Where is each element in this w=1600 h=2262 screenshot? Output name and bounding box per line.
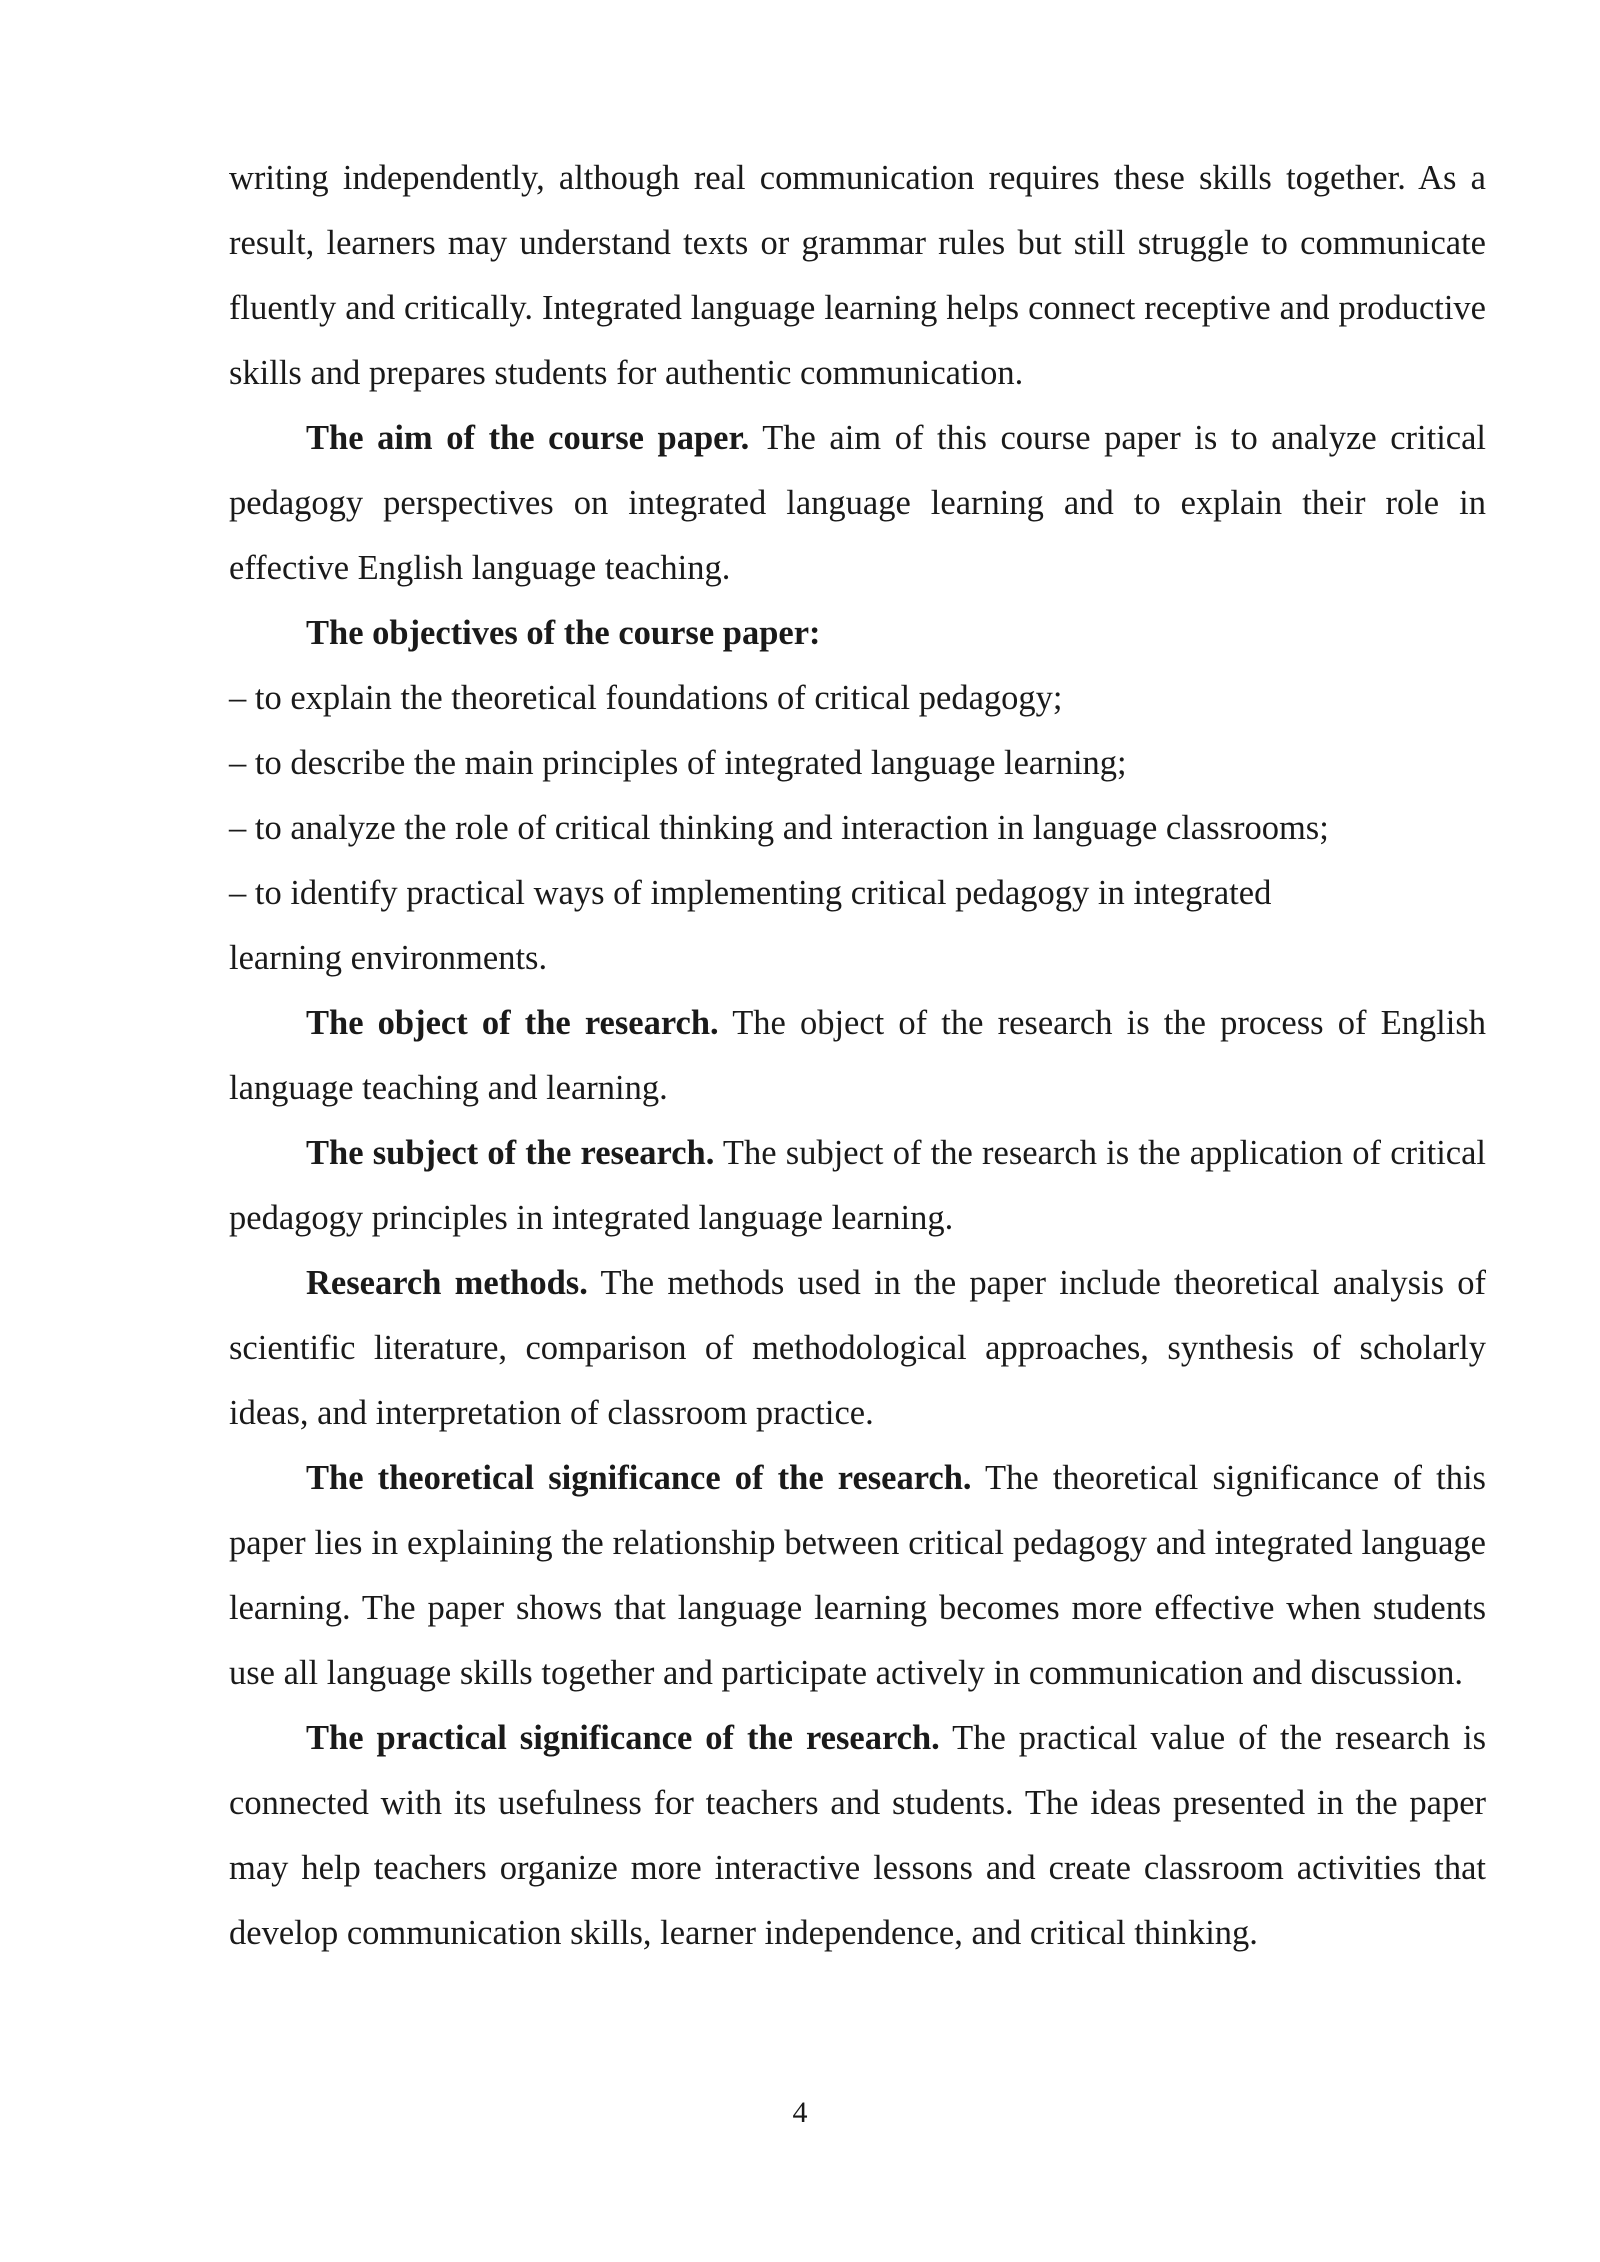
list-item: – to identify practical ways of implementing critical pedagogy in integrated learning environments. [229,874,1272,977]
practical-significance-heading: The practical significance of the research. [306,1719,940,1757]
list-item: – to explain the theoretical foundations of critical pedagogy; [229,679,1063,717]
objectives-heading-paragraph [229,601,1486,666]
object-heading: The object of the research. [306,1004,719,1042]
theoretical-significance-paragraph [229,1446,1486,1706]
theoretical-significance-text: The theoretical significance of this paper lies in explaining the relationship between critical pedagogy and integrated language learning. The paper shows that language learning becomes more effective when students use all language skills together and participate actively in communication and discussion. [229,1459,1486,1692]
subject-text: The subject of the research is the application of critical pedagogy principles in integrated language learning. [229,1134,1486,1237]
object-text: The object of the research is the process of English language teaching and learning. [229,1004,1486,1107]
aim-text: The aim of this course paper is to analyze critical pedagogy perspectives on integrated language learning and to explain their role in effective English language teaching. [229,419,1486,587]
list-item: – to analyze the role of critical thinking and interaction in language classrooms; [229,809,1329,847]
page-number: 4 [792,2096,808,2129]
page-body [229,146,1486,1966]
aim-heading: The aim of the course paper. [306,419,750,457]
theoretical-significance-heading: The theoretical significance of the research. [306,1459,972,1497]
subject-heading: The subject of the research. [306,1134,715,1172]
methods-heading: Research methods. [306,1264,588,1302]
methods-paragraph [229,1251,1486,1446]
aim-paragraph [229,406,1486,601]
objectives-heading: The objectives of the course paper: [306,614,821,652]
object-paragraph [229,991,1486,1121]
intro-paragraph: writing independently, although real communication requires these skills together. As a result, learners may understand texts or grammar rules but still struggle to communicate fluently and critically. Integrated language learning helps connect receptive and productive skills and prepares students for authentic communication. [229,159,1486,392]
list-item: – to describe the main principles of integrated language learning; [229,744,1127,782]
practical-significance-paragraph [229,1706,1486,1966]
practical-significance-text: The practical value of the research is connected with its usefulness for teachers and students. The ideas presented in the paper may help teachers organize more interactive lessons and create classroom activities that develop communication skills, learner independence, and critical thinking. [229,1719,1486,1952]
subject-paragraph [229,1121,1486,1251]
methods-text: The methods used in the paper include theoretical analysis of scientific literature, comparison of methodological approaches, synthesis of scholarly ideas, and interpretation of classroom practice. [229,1264,1486,1432]
